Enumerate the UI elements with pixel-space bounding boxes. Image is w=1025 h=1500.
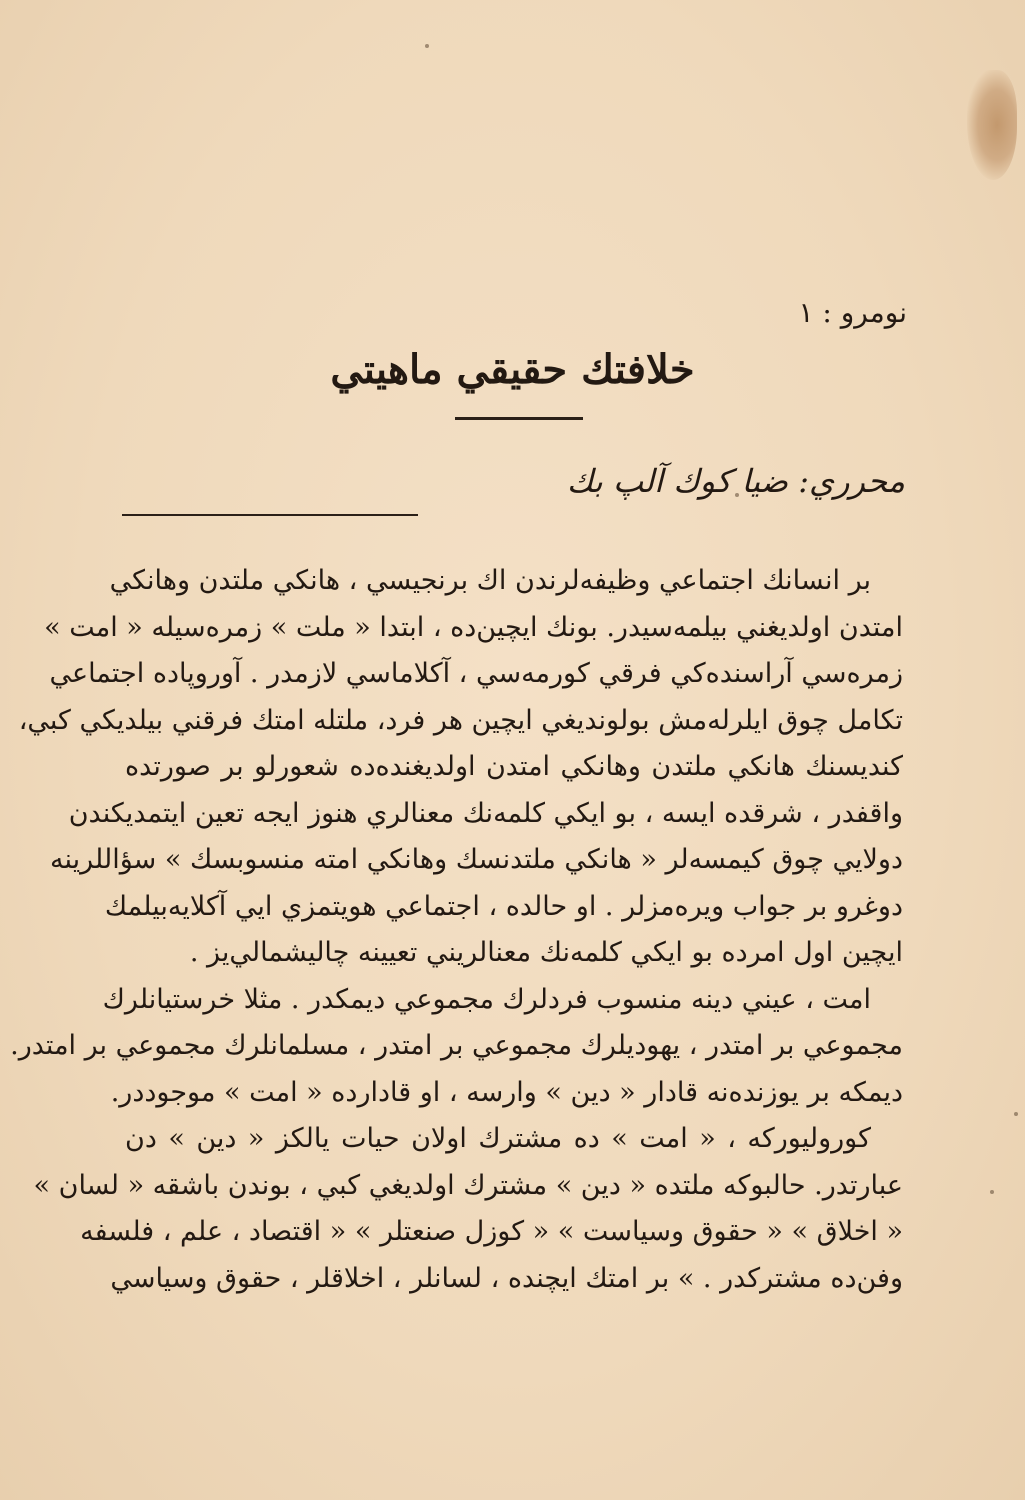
author-underline bbox=[122, 514, 418, 516]
body-line: دوغرو بر جواب ويره‌مزلر . او حالده ، اجتماعي هويتمزي ايي آكلايه‌بيلمك bbox=[104, 890, 903, 922]
body-line: بر انسانك اجتماعي وظيفه‌لرندن اك برنجيسي ، هانكي ملتدن وهانكي bbox=[109, 565, 871, 596]
body-line: ايچين اول امرده بو ايكي كلمه‌نك معنالريني تعيينه چاليشمالي‌يز . bbox=[189, 937, 903, 968]
paper-stain bbox=[967, 70, 1017, 180]
body-line: مجموعي بر امتدر ، يهوديلرك مجموعي بر امتدر ، مسلمانلرك مجموعي بر امتدر. bbox=[10, 1030, 903, 1061]
ink-speck bbox=[1014, 1112, 1018, 1116]
article-body bbox=[10, 558, 903, 1302]
ink-speck bbox=[425, 44, 429, 48]
issue-number: نومرو : ١ bbox=[798, 296, 907, 329]
title-underline bbox=[455, 417, 583, 420]
article-title: خلافتك حقيقي ماهيتي bbox=[330, 346, 695, 393]
ink-speck bbox=[990, 1190, 994, 1194]
body-line: وفن‌ده مشتركدر . » بر امتك ايچنده ، لسانلر ، اخلاقلر ، حقوق وسياسي bbox=[110, 1262, 903, 1294]
author-byline: محرري: ضيا كوك آلپ بك bbox=[566, 462, 905, 500]
body-line: واقفدر ، شرقده ايسه ، بو ايكي كلمه‌نك معنالري هنوز ايجه تعين ايتمديكندن bbox=[68, 797, 903, 829]
body-line: دولايي چوق كيمسه‌لر « هانكي ملتدنسك وهانكي امته منسوبسك » سؤاللرينه bbox=[50, 844, 903, 875]
body-line: عبارتدر. حالبوكه ملتده « دين » مشترك اولديغي كبي ، بوندن باشقه « لسان » bbox=[33, 1169, 903, 1201]
body-line: ديمكه بر يوزنده‌نه قادار « دين » وارسه ، او قادارده « امت » موجوددر. bbox=[110, 1076, 903, 1108]
body-line: تكامل چوق ايلرله‌مش بولونديغي ايچين هر فرد، ملتله امتك فرقني بيلديكي كبي، bbox=[18, 704, 903, 736]
body-line: زمره‌سي آراسنده‌كي فرقي كورمه‌سي ، آكلاماسي لازمدر . آوروپاده اجتماعي bbox=[49, 658, 903, 689]
body-line: امت ، عيني دينه منسوب فردلرك مجموعي ديمكدر . مثلا خرستيانلرك bbox=[102, 983, 871, 1015]
body-line: « اخلاق » « حقوق وسياست » « كوزل صنعتلر » « اقتصاد ، علم ، فلسفه bbox=[80, 1216, 903, 1247]
body-line: كوروليوركه ، « امت » ده مشترك اولان حيات يالكز « دين » دن bbox=[125, 1123, 871, 1154]
body-line: كنديسنك هانكي ملتدن وهانكي امتدن اولديغنده‌ده شعورلو بر صورتده bbox=[125, 751, 903, 782]
body-line: امتدن اولديغني بيلمه‌سيدر. بونك ايچين‌ده ، ابتدا « ملت » زمره‌سيله « امت » bbox=[44, 611, 903, 643]
